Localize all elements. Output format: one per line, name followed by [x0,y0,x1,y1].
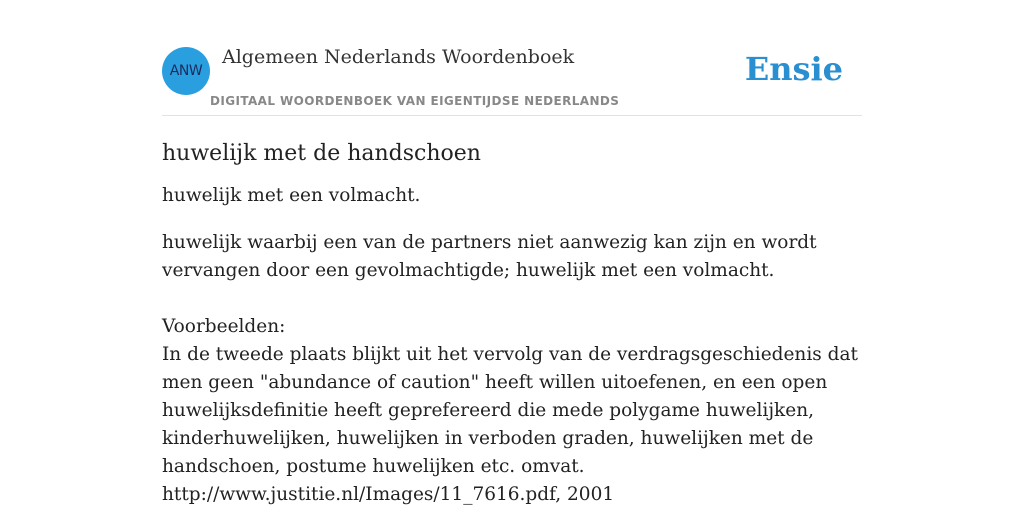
entry-content [162,138,862,509]
ensie-brand-logo[interactable]: Ensie [744,50,843,88]
header-divider [162,115,862,116]
long-definition: huwelijk waarbij een van de partners niet aanwezig kan zijn en wordt vervangen door een gevolmachtigde; huwelijk met een volmacht. [162,232,817,281]
site-subtitle: DIGITAAL WOORDENBOEK VAN EIGENTIJDSE NEDERLANDS [210,94,620,108]
site-title[interactable]: Algemeen Nederlands Woordenboek [222,46,575,68]
anw-logo-text: ANW [169,63,203,79]
entry-term: huwelijk met de handschoen [162,141,481,166]
example-source: http://www.justitie.nl/Images/11_7616.pdf, 2001 [162,484,615,505]
example-text: In de tweede plaats blijkt uit het vervolg van de verdragsgeschiedenis dat men geen "abundance of caution" heeft willen uitoefenen, en een open huwelijksdefinitie heeft geprefereerd die mede polygame huwelijken, kinderhuwelijken, huwelijken in verboden graden, huwelijken met de handschoen, postume huwelijken etc. omvat. [162,344,858,477]
short-definition: huwelijk met een volmacht. [162,185,421,206]
examples-heading: Voorbeelden: [162,316,286,337]
anw-logo-avatar[interactable] [162,47,210,95]
